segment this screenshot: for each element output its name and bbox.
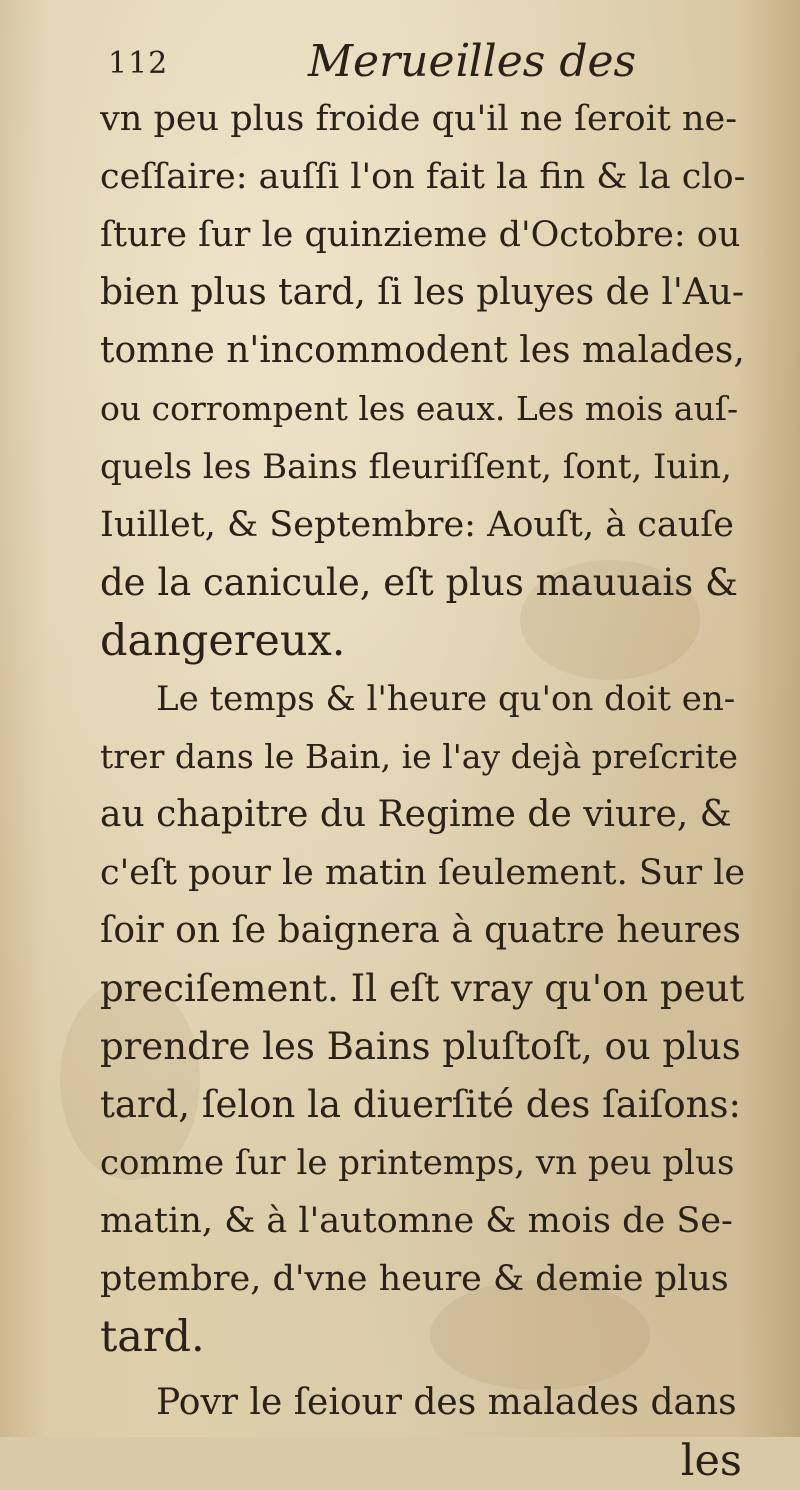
text-line: dangereux. — [100, 616, 346, 666]
text-line: bien plus tard, ſi les pluyes de l'Au- — [100, 272, 745, 313]
paragraph-start-line: Povr le ſeiour des malades dans — [156, 1382, 737, 1423]
paragraph-start-line: Le temps & l'heure qu'on doit en- — [156, 679, 736, 719]
text-line: preciſement. Il eſt vray qu'on peut — [100, 967, 745, 1010]
text-line: quels les Bains fleuriſſent, ſont, Iuin, — [100, 447, 732, 487]
text-line: tard, ſelon la diuerſité des ſaiſons: — [100, 1083, 741, 1126]
text-line: tard. — [100, 1312, 205, 1362]
text-line: comme ſur le printemps, vn peu plus — [100, 1143, 735, 1183]
body-text — [100, 90, 750, 1490]
text-line: de la canicule, eſt plus mauuais & — [100, 561, 738, 604]
text-line: ceſſaire: auſſi l'on fait la fin & la clo- — [100, 157, 746, 197]
text-line: vn peu plus froide qu'il ne ſeroit ne- — [100, 99, 738, 139]
text-line: tomne n'incommodent les malades, — [100, 330, 745, 371]
text-line: ſture ſur le quinzieme d'Octobre: ou — [100, 215, 741, 255]
text-line: matin, & à l'automne & mois de Se- — [100, 1201, 733, 1241]
text-line: ou corrompent les eaux. Les mois auſ- — [100, 389, 739, 428]
running-title: Meruei̇lles des — [308, 36, 637, 87]
page-number: 112 — [108, 46, 169, 81]
text-line: prendre les Bains pluſtoſt, ou plus — [100, 1025, 741, 1068]
catchword: les — [680, 1436, 742, 1486]
text-line: au chapitre du Regime de viure, & — [100, 794, 732, 835]
text-line: Iuillet, & Septembre: Aouſt, à cauſe — [100, 505, 734, 545]
text-line: ptembre, d'vne heure & demie plus — [100, 1259, 729, 1299]
text-line: c'eſt pour le matin ſeulement. Sur le — [100, 853, 746, 893]
text-line: trer dans le Bain, ie l'ay dejà preſcrite — [100, 737, 738, 776]
text-line: ſoir on ſe baignera à quatre heures — [100, 910, 741, 951]
page-header — [0, 28, 800, 88]
